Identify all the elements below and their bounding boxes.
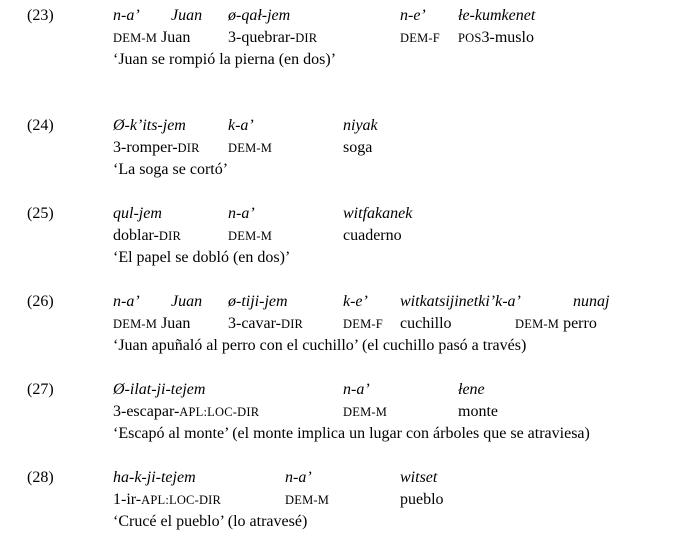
example-number: (28)	[27, 469, 54, 486]
free-translation: ‘Crucé el pueblo’ (lo atravesé)	[113, 513, 308, 530]
gloss-item: monte	[458, 403, 498, 420]
example-number: (27)	[27, 381, 54, 398]
source-word: ø-tiji-jem	[228, 293, 288, 310]
free-translation: ‘Juan se rompió la pierna (en dos)’	[113, 51, 337, 68]
gloss-item: 3-quebrar-DIR	[228, 29, 318, 46]
source-word: łene	[458, 381, 485, 398]
source-word: n-a’	[285, 469, 312, 486]
free-translation: ‘El papel se dobló (en dos)’	[113, 249, 291, 266]
gloss-item: soga	[343, 139, 373, 156]
source-word: ø-qał-jem	[228, 7, 291, 24]
gloss-item: DEM-M perro	[515, 315, 597, 332]
source-word: witset	[400, 469, 438, 486]
example-number: (26)	[27, 293, 54, 310]
gloss-item: DEM-M	[228, 141, 273, 155]
source-word: n-e’	[400, 7, 426, 24]
source-word: n-a’	[113, 7, 140, 24]
source-word: n-a’	[228, 205, 255, 222]
source-word: Juan	[171, 7, 203, 24]
gloss-item: DEM-F	[343, 317, 383, 331]
source-word: ha-k-ji-tejem	[113, 469, 196, 486]
gloss-item: DEM-F	[400, 31, 440, 45]
free-translation: ‘Escapó al monte’ (el monte implica un lugar con árboles que se atraviesa)	[113, 425, 590, 442]
source-word: nunaj	[573, 293, 610, 310]
free-translation: ‘La soga se cortó’	[113, 161, 229, 178]
source-word: witkatsijinetki’k-a’	[400, 293, 521, 310]
source-word: n-a’	[343, 381, 370, 398]
gloss-item: POS3-muslo	[458, 29, 534, 46]
gloss-item: DEM-M	[228, 229, 273, 243]
source-word: Ø-k’its-jem	[113, 117, 186, 134]
gloss-item: 1-ir-APL:LOC-DIR	[113, 491, 222, 508]
example-number: (25)	[27, 205, 54, 222]
source-word: łe-kumkenet	[458, 7, 536, 24]
gloss-item: cuchillo	[400, 315, 452, 332]
example-number: (24)	[27, 117, 54, 134]
source-word: k-a’	[228, 117, 254, 134]
gloss-item: DEM-M Juan	[113, 29, 191, 46]
gloss-item: 3-escapar-APL:LOC-DIR	[113, 403, 260, 420]
gloss-item: DEM-M	[285, 493, 330, 507]
gloss-item: 3-cavar-DIR	[228, 315, 304, 332]
gloss-item: pueblo	[400, 491, 444, 508]
source-word: Ø-ilat-ji-tejem	[113, 381, 206, 398]
source-word: k-e’	[343, 293, 368, 310]
gloss-item: doblar-DIR	[113, 227, 182, 244]
source-word: niyak	[343, 117, 378, 134]
example-number: (23)	[27, 7, 54, 24]
source-word: witfakanek	[343, 205, 413, 222]
gloss-item: DEM-M	[343, 405, 388, 419]
gloss-item: DEM-M Juan	[113, 315, 191, 332]
source-word: n-a’	[113, 293, 140, 310]
gloss-item: cuaderno	[343, 227, 402, 244]
source-word: qul-jem	[113, 205, 162, 222]
gloss-item: 3-romper-DIR	[113, 139, 200, 156]
source-word: Juan	[171, 293, 203, 310]
free-translation: ‘Juan apuñaló al perro con el cuchillo’ (el cuchillo pasó a través)	[113, 337, 527, 354]
